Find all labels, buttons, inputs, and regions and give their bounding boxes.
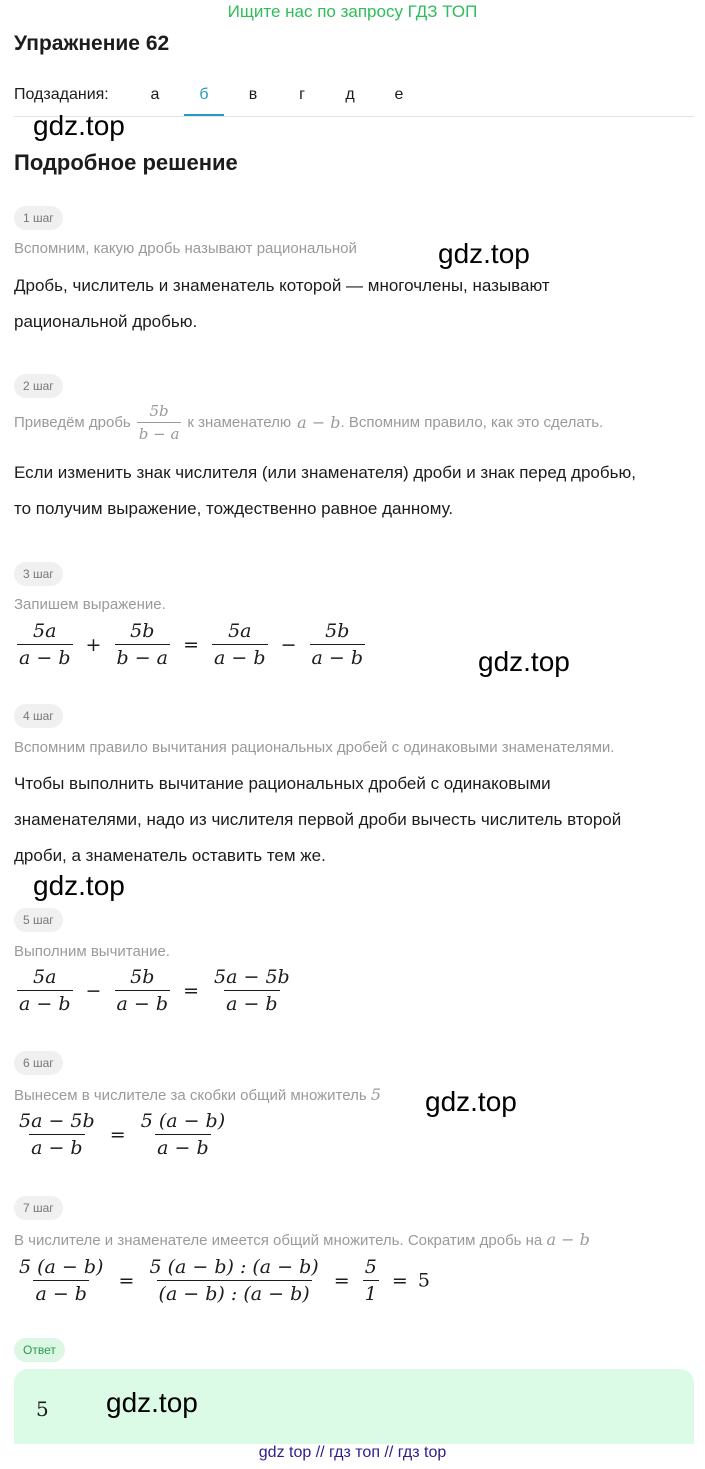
hint-math: a − b	[546, 1230, 590, 1249]
watermark: gdz.top	[33, 110, 125, 141]
watermark: gdz.top	[438, 238, 530, 269]
text-line: Если изменить знак числителя (или знаменателя) дроби и знак перед дробью,	[14, 463, 636, 482]
fraction-denominator: a − b	[29, 1134, 85, 1159]
fraction-numerator: 5a − 5b	[19, 1110, 95, 1132]
fraction-numerator: 5	[364, 1256, 377, 1278]
tab-e[interactable]: е	[394, 86, 404, 103]
text-line: рациональной дробью.	[14, 312, 198, 331]
fraction	[17, 966, 73, 1015]
watermark: gdz.top	[425, 1086, 517, 1117]
tab-v[interactable]: в	[248, 86, 258, 103]
fraction-denominator: a − b	[17, 990, 73, 1015]
text-line: Дробь, числитель и знаменатель которой — многочлены, называют	[14, 276, 550, 295]
page-title: Упражнение 62	[14, 32, 170, 55]
operator: −	[280, 633, 297, 656]
fraction	[363, 1256, 379, 1305]
operator: =	[118, 1269, 135, 1292]
step-6-equation	[14, 1110, 230, 1159]
answer-pill: Ответ	[14, 1338, 65, 1362]
hint-text: Приведём дробь	[14, 414, 131, 431]
text-line: знаменателями, надо из числителя первой дроби вычесть числитель второй	[14, 810, 622, 829]
fraction-numerator: 5 (a − b)	[19, 1256, 104, 1278]
step-1-text	[14, 268, 694, 340]
text-line: дроби, а знаменатель оставить тем же.	[14, 846, 326, 865]
fraction-numerator: 5a	[33, 620, 57, 642]
fraction	[17, 1256, 105, 1305]
step-pill-3: 3 шаг	[14, 562, 63, 586]
step-pill-6: 6 шаг	[14, 1051, 63, 1075]
step-6-hint	[14, 1085, 381, 1104]
fraction-numerator: 5 (a − b) : (a − b)	[149, 1256, 319, 1278]
operator: =	[109, 1123, 126, 1146]
hint-text: . Вспомним правило, как это сделать.	[340, 414, 604, 431]
fraction	[147, 1256, 320, 1305]
fraction-denominator: b − a	[137, 422, 182, 443]
fraction-numerator: 5b	[130, 620, 155, 642]
fraction	[212, 620, 268, 669]
operator: =	[183, 979, 199, 1002]
fraction-denominator: b − a	[115, 644, 171, 669]
fraction	[115, 620, 171, 669]
step-3-hint: Запишем выражение.	[14, 596, 166, 613]
step-pill-5: 5 шаг	[14, 908, 63, 932]
answer-value: 5	[36, 1397, 49, 1421]
watermark: gdz.top	[106, 1387, 198, 1418]
fraction	[212, 966, 292, 1015]
fraction-denominator: a − b	[17, 644, 73, 669]
hint-text: Вынесем в числителе за скобки общий множитель	[14, 1087, 367, 1104]
step-2-hint	[14, 402, 603, 443]
subtasks-label: Подзадания:	[14, 86, 109, 103]
step-5-hint: Выполним вычитание.	[14, 943, 170, 960]
step-1-hint: Вспомним, какую дробь называют рациональной	[14, 240, 357, 257]
operator: =	[391, 1269, 408, 1292]
fraction-denominator: a − b	[212, 644, 268, 669]
step-pill-1: 1 шаг	[14, 206, 63, 230]
result-value: 5	[417, 1269, 430, 1292]
fraction	[139, 1110, 227, 1159]
step-3-equation	[14, 620, 368, 669]
tab-g[interactable]: г	[299, 86, 305, 103]
step-pill-4: 4 шаг	[14, 704, 63, 728]
step-pill-7: 7 шаг	[14, 1196, 63, 1220]
step-4-text	[14, 766, 694, 874]
operator: +	[85, 633, 102, 656]
step-2-text	[14, 455, 694, 527]
fraction-denominator: a − b	[115, 990, 171, 1015]
fraction-numerator: 5a	[33, 966, 57, 988]
fraction-numerator: 5b	[149, 402, 169, 420]
fraction-numerator: 5a − 5b	[214, 966, 290, 988]
text-line: Чтобы выполнить вычитание рациональных дробей с одинаковыми	[14, 774, 551, 793]
tab-d[interactable]: д	[345, 86, 355, 103]
watermark: gdz.top	[33, 870, 125, 901]
hint-text: В числителе и знаменателе имеется общий множитель. Сократим дробь на	[14, 1232, 543, 1249]
tab-b[interactable]: б	[184, 86, 224, 116]
fraction-numerator: 5 (a − b)	[140, 1110, 226, 1132]
hint-math: 5	[370, 1085, 382, 1104]
step-7-hint	[14, 1230, 590, 1249]
fraction-numerator: 5b	[130, 966, 155, 988]
fraction	[137, 402, 182, 443]
fraction-numerator: 5b	[325, 620, 350, 642]
step-7-equation	[14, 1256, 430, 1305]
answer-box	[14, 1369, 694, 1444]
fraction-numerator: 5a	[228, 620, 252, 642]
operator: =	[183, 633, 199, 656]
operator: =	[333, 1269, 350, 1292]
fraction-denominator: 1	[363, 1280, 379, 1305]
fraction-denominator: a − b	[33, 1280, 89, 1305]
operator: −	[85, 979, 102, 1002]
watermark: gdz.top	[478, 646, 570, 677]
fraction	[17, 1110, 97, 1159]
fraction	[115, 966, 171, 1015]
search-banner[interactable]: Ищите нас по запросу ГДЗ ТОП	[227, 2, 478, 21]
fraction	[17, 620, 73, 669]
step-5-equation	[14, 966, 295, 1015]
solution-heading: Подробное решение	[14, 150, 238, 175]
footer-links[interactable]: gdz top // гдз топ // гдз top	[258, 1444, 447, 1461]
fraction-denominator: a − b	[155, 1134, 211, 1159]
tab-a[interactable]: а	[150, 86, 160, 103]
step-pill-2: 2 шаг	[14, 374, 63, 398]
hint-math: a − b	[297, 413, 341, 432]
text-line: то получим выражение, тождественно равное данному.	[14, 499, 454, 518]
step-4-hint: Вспомним правило вычитания рациональных дробей с одинаковыми знаменателями.	[14, 739, 615, 756]
fraction	[310, 620, 366, 669]
hint-text: к знаменателю	[187, 414, 292, 431]
fraction-denominator: a − b	[224, 990, 280, 1015]
fraction-denominator: a − b	[310, 644, 366, 669]
fraction-denominator: (a − b) : (a − b)	[157, 1280, 312, 1305]
